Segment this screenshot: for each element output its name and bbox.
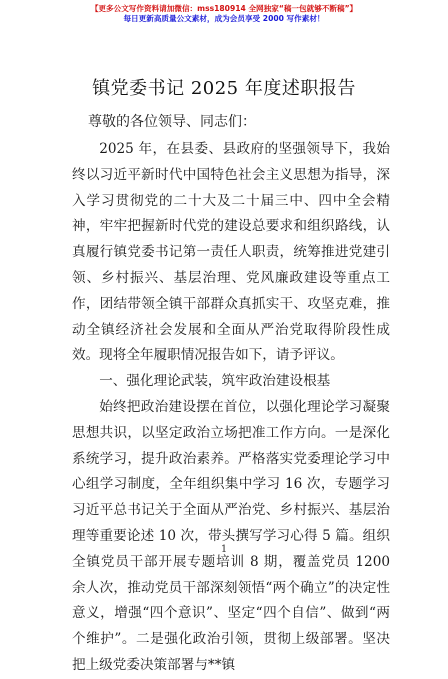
section-paragraph: 始终把政治建设摆在首位，以强化理论学习凝聚思想共识，以坚定政治立场把准工作方向。一是深化系统学习，提升政治素养。严格落实党委理论学习中心组学习制度，全年组织集中学习 16 次，专题学习习近平总书记关于全面从严治党、乡村振兴、基层治理等重要论述 10 次，带头撰写学习心得 5 篇。组织全镇党员干部开展专题培训 8 期，覆盖党员 1200 余人次，推动党员干部深刻领悟“两个确立”的决定性意义，增强“四个意识”、坚定“四个自信”、做到“两个维护”。二是强化政治引领，贯彻上级部署。坚决把上级党委决策部署与**镇	[72, 398, 390, 673]
document-body	[72, 137, 390, 679]
greeting: 尊敬的各位领导、同志们：	[88, 114, 256, 130]
promo-banner-line-2: 每日更新高质量公文素材，成为会员享受 2000 写作素材！	[123, 14, 325, 23]
intro-paragraph: 2025 年，在县委、县政府的坚强领导下，我始终以习近平新时代中国特色社会主义思想为指导，深入学习贯彻党的二十大及二十届三中、四中全会精神，牢牢把握新时代党的建设总要求和组织路线，认真履行镇党委书记第一责任人职责，统筹推进党建引领、乡村振兴、基层治理、党风廉政建设等重点工作，团结带领全镇干部群众真抓实干、攻坚克难，推动全镇经济社会发展和全面从严治党取得阶段性成效。现将全年履职情况报告如下，请予评议。	[72, 141, 390, 364]
promo-banner	[0, 4, 448, 24]
document-title: 镇党委书记 2025 年度述职报告	[92, 78, 356, 99]
section-heading: 一、强化理论武装，筑牢政治建设根基	[99, 373, 331, 390]
promo-banner-line-1: 【更多公文写作资料请加微信：mss180914 全网独家“稿一包就够不断稿”】	[90, 4, 358, 13]
page-number: 1	[220, 544, 228, 555]
